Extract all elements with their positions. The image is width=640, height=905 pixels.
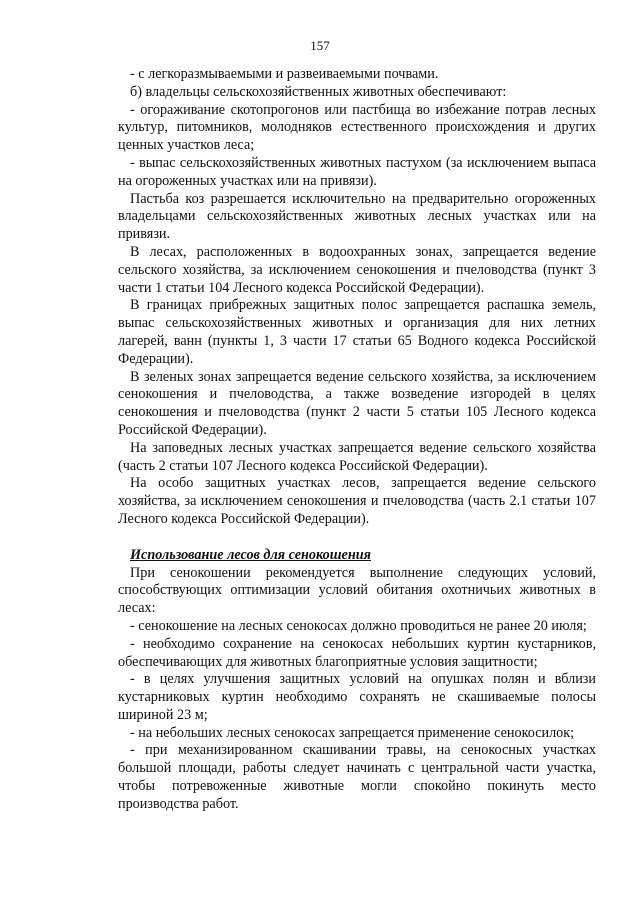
list-item: - необходимо сохранение на сенокосах небольших куртин кустарников, обеспечивающих для животных благоприятные условия защитности; (118, 635, 596, 670)
paragraph: В границах прибрежных защитных полос запрещается распашка земель, выпас сельскохозяйственных животных и организация для них летних лагерей, ванн (пункты 1, 3 части 17 статьи 65 Водного кодекса Российской Федерации). (118, 297, 596, 367)
paragraph: При сенокошении рекомендуется выполнение следующих условий, способствующих оптимизации условий обитания охотничьих животных в лесах: (118, 564, 596, 617)
section-heading: Использование лесов для сенокошения (130, 546, 371, 563)
page-number: 157 (310, 38, 330, 53)
paragraph: На особо защитных участках лесов, запрещается ведение сельского хозяйства, за исключением сенокошения и пчеловодства (часть 2.1 статьи 107 Лесного кодекса Российской Федерации). (118, 475, 596, 527)
list-item: - на небольших лесных сенокосах запрещается применение сенокосилок; (130, 724, 575, 741)
list-item: - при механизированном скашивании травы, на сенокосных участках большой площади, работы следует начинать с центральной части участка, чтобы потревоженные животные могли спокойно покинуть место производства работ. (118, 742, 596, 812)
list-item: - огораживание скотопрогонов или пастбища во избежание потрав лесных культур, питомников, молодняков естественного происхождения и других ценных участков леса; (118, 101, 596, 154)
list-item: - выпас сельскохозяйственных животных пастухом (за исключением выпаса на огороженных участках или на привязи). (118, 154, 596, 189)
paragraph: На заповедных лесных участках запрещается ведение сельского хозяйства (часть 2 статьи 107 Лесного кодекса Российской Федерации). (118, 439, 596, 474)
page-content (118, 66, 596, 814)
paragraph: В зеленых зонах запрещается ведение сельского хозяйства, за исключением сенокошения и пчеловодства, а также возведение изгородей в целях сенокошения и пчеловодства (пункт 2 части 5 статьи 105 Лесного кодекса Российской Федерации). (118, 368, 596, 438)
section-gap (118, 529, 596, 547)
list-item: - в целях улучшения защитных условий на опушках полян и вблизи кустарниковых куртин необходимо сохранять не скашиваемые полосы шириной 23 м; (118, 671, 596, 723)
paragraph: б) владельцы сельскохозяйственных животных обеспечивают: (130, 83, 507, 100)
paragraph: Пастьба коз разрешается исключительно на предварительно огороженных владельцами сельскохозяйственных животных лесных участках или на привязи. (118, 190, 596, 243)
list-item: - с легкоразмываемыми и развеиваемыми почвами. (130, 66, 439, 82)
paragraph: В лесах, расположенных в водоохранных зонах, запрещается ведение сельского хозяйства, за исключением сенокошения и пчеловодства (пункт 3 части 1 статьи 104 Лесного кодекса Российской Федерации). (118, 243, 596, 296)
list-item: - сенокошение на лесных сенокосах должно проводиться не ранее 20 июля; (130, 617, 587, 634)
